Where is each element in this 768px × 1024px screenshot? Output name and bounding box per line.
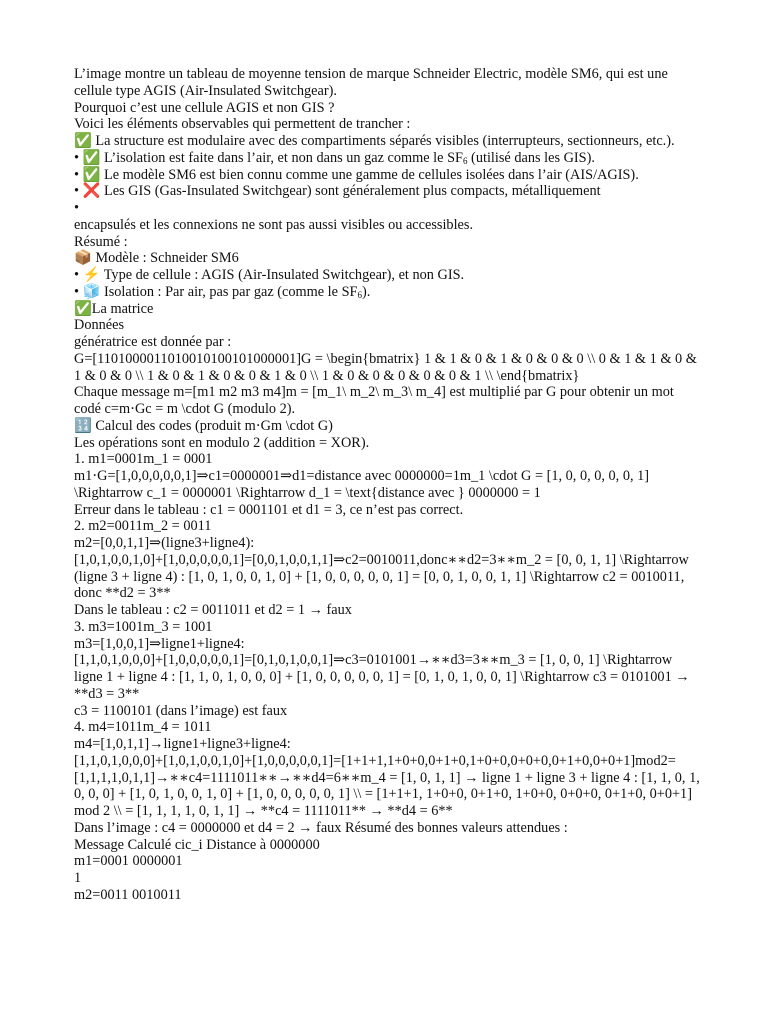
bullet-gis-compact: • ❌ Les GIS (Gas-Insulated Switchgear) sont généralement plus compacts, métalliquement (74, 183, 601, 200)
document-body (74, 66, 702, 904)
m4-heading: 4. m4=1011m_4 = 1011 (74, 719, 212, 736)
air-insulation-suffix: (utilisé dans les GIS). (467, 149, 595, 166)
m2-rows: m2=[0,0,1,1]⇒(ligne3+ligne4): (74, 535, 255, 551)
m1-error-note: Erreur dans le tableau : c1 = 0001101 et d1 = 3, ce n’est pas correct. (74, 501, 464, 518)
results-row-m1-distance: 1 (74, 870, 82, 886)
data-heading: Données (74, 317, 125, 334)
generator-matrix: G=[1101000011010010100101000001]G = \begin{bmatrix} 1 & 1 & 0 & 1 & 0 & 0 & 0 \\ 0 & 1 & 1 & 0 & 1 & 0 & 0 \\ 1 & 0 & 1 & 0 & 0 & 1 & 0 \\ 1 & 0 & 0 & 0 & 0 & 0 & 1 \\ \end{bmatrix} (74, 350, 697, 384)
summary-model: 📦 Modèle : Schneider SM6 (74, 250, 239, 267)
m4-rows: m4=[1,0,1,1]→ligne1+ligne3+ligne4: (74, 736, 291, 752)
bullet-empty: • (74, 200, 80, 216)
m2-heading: 2. m2=0011m_2 = 0011 (74, 518, 212, 535)
m3-computation: [1,1,0,1,0,0,0]+[1,0,0,0,0,0,1]=[0,1,0,1,0,0,1]⇒c3=0101001→∗∗d3=3∗∗m_3 = [1, 0, 0, 1] \Rightarrow ligne 1 + ligne 4 : [1, 1, 0, 1, 0, 0, 0] + [1, 0, 0, 0, 0, 0, 1] = [0, 1, 0, 1, 0, 0, 1] \Rightarrow c3 = 0101001 → **d3 = 3** (74, 652, 690, 702)
results-row-m2: m2=0011 0010011 (74, 886, 182, 903)
m3-heading: 3. m3=1001m_3 = 1001 (74, 618, 213, 635)
generator-intro: génératrice est donnée par : (74, 334, 232, 350)
results-row-m1: m1=0001 0000001 (74, 853, 183, 870)
summary-heading: Résumé : (74, 233, 128, 250)
sf6-subscript: 6 (462, 155, 468, 166)
summary-cell-type: • ⚡ Type de cellule : AGIS (Air-Insulated Switchgear), et non GIS. (74, 267, 465, 283)
question-line: Pourquoi c’est une cellule AGIS et non GIS ? (74, 99, 335, 116)
m4-computation: [1,1,0,1,0,0,0]+[1,0,1,0,0,1,0]+[1,0,0,0,0,0,1]=[1+1+1,1+0+0,0+1+0,1+0+0,0+0+0,0+1+0,0+0+1]mod2=[1,1,1,1,0,1,1]→∗∗c4=1111011∗∗→∗∗d4=6∗∗m_4 = [1, 0, 1, 1] → ligne 1 + ligne 3 + ligne 4 : [1, 1, 0, 1, 0, 0, 0] + [1, 0, 1, 0, 0, 1, 0] + [1, 0, 0, 0, 0, 0, 1] \\ = [1+1+1, 1+0+0, 0+1+0, 1+0+0, 0+0+0, 0+1+0, 0+0+1] mod 2 \\ = [1, 1, 1, 1, 0, 1, 1] → **c4 = 1111011** → **d4 = 6** (74, 752, 700, 819)
modulo-note: Les opérations sont en modulo 2 (addition = XOR). (74, 434, 370, 451)
m3-table-note: c3 = 1100101 (dans l’image) est faux (74, 702, 288, 719)
m1-heading: 1. m1=0001m_1 = 0001 (74, 451, 213, 468)
summary-insulation-suffix: ). (361, 283, 371, 300)
m1-computation: m1⋅G=[1,0,0,0,0,0,1]⇒c1=0000001⇒d1=distance avec 0000000=1m_1 \cdot G = [1, 0, 0, 0, 0, 0, 1] \Rightarrow c_1 = 0000001 \Rightarrow d_1 = \text{distance avec } 0000000 = 1 (74, 468, 650, 501)
m2-table-note: Dans le tableau : c2 = 0011011 et d2 = 1 → faux (74, 602, 352, 618)
calc-codes-heading: 🔢 Calcul des codes (produit m⋅Gm \cdot G) (74, 417, 333, 434)
bullet-modular-structure: ✅ La structure est modulaire avec des compartiments séparés visibles (interrupteurs, sectionneurs, etc.). (74, 133, 675, 149)
intro-paragraph: L’image montre un tableau de moyenne tension de marque Schneider Electric, modèle SM6, qui est une cellule type AGIS (Air-Insulated Switchgear). (74, 66, 668, 99)
bullet-sm6-model: • ✅ Le modèle SM6 est bien connu comme une gamme de cellules isolées dans l’air (AIS/AGIS). (74, 166, 639, 183)
matrix-heading: ✅La matrice (74, 300, 154, 317)
m4-table-note: Dans l’image : c4 = 0000000 et d4 = 2 → faux Résumé des bonnes valeurs attendues : (74, 819, 568, 836)
summary-insulation (74, 284, 702, 301)
m2-computation: [1,0,1,0,0,1,0]+[1,0,0,0,0,0,1]=[0,0,1,0,0,1,1]⇒c2=0010011,donc∗∗d2=3∗∗m_2 = [0, 0, 1, 1] \Rightarrow (ligne 3 + ligne 4) : [1, 0, 1, 0, 0, 1, 0] + [1, 0, 0, 0, 0, 0, 1] = [0, 0, 1, 0, 0, 1, 1] \Rightarrow c2 = 0010011, donc **d2 = 3** (74, 551, 689, 602)
elements-intro: Voici les éléments observables qui permettent de trancher : (74, 116, 411, 133)
message-multiplication: Chaque message m=[m1 m2 m3 m4]m = [m_1\ m_2\ m_3\ m_4] est multiplié par G pour obtenir un mot codé c=m⋅Gc = m \cdot G (modulo 2). (74, 384, 674, 417)
bullet-air-insulation (74, 150, 702, 167)
air-insulation-text: • ✅ L’isolation est faite dans l’air, et non dans un gaz comme le SF (74, 149, 463, 166)
m3-rows: m3=[1,0,0,1]⇒ligne1+ligne4: (74, 635, 245, 652)
summary-insulation-text: • 🧊 Isolation : Par air, pas par gaz (comme le SF (74, 283, 358, 300)
encapsulated-line: encapsulés et les connexions ne sont pas aussi visibles ou accessibles. (74, 216, 474, 233)
results-table-header: Message Calculé cic_i Distance à 0000000 (74, 836, 320, 853)
sf6-subscript-2: 6 (357, 289, 362, 300)
